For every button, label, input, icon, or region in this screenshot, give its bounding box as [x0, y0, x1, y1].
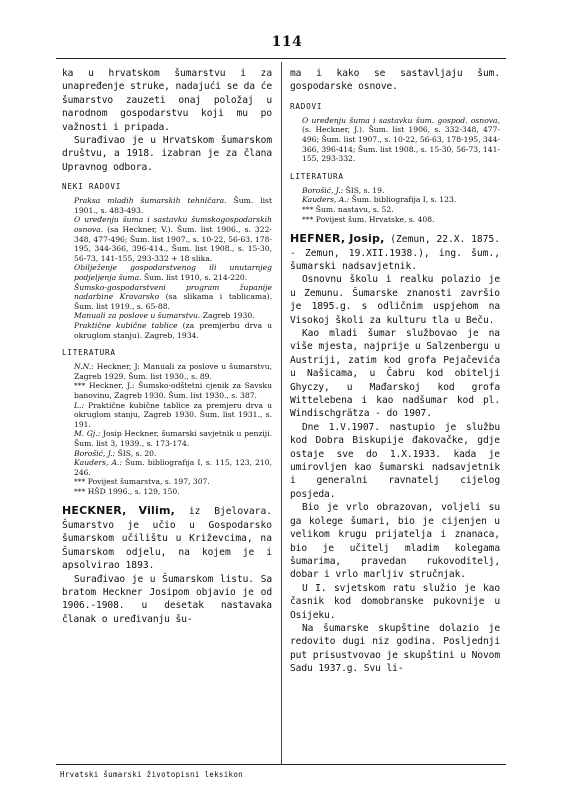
lit-citation: HŠD 1996., s. 129, 150. — [85, 486, 180, 496]
radovi-item — [62, 311, 272, 321]
work-title: O uređenju šuma i sastavku šum. gospod. osnova, — [302, 115, 500, 125]
lit-citation: Heckner, J.: Šumsko-odštetni cjenik za Savsku banovinu, Zagreb 1930. Šum. list 1930., s. 387. — [74, 381, 272, 400]
lit-author: Borošić, J.: — [74, 448, 116, 458]
lit-citation: ŠIS, s. 20. — [115, 448, 157, 458]
lit-citation: Šum. bibliografija I, s. 123. — [349, 195, 457, 205]
radovi-item — [62, 321, 272, 340]
column-divider — [281, 62, 282, 764]
top-rule — [56, 58, 506, 59]
work-citation: Šum. list 1901., s. 483-493. — [74, 196, 273, 215]
literatura-item — [62, 429, 272, 448]
lit-author: Borošić, J.: — [302, 185, 344, 195]
entry-paragraph: Surađivao je u Šumarskom listu. Sa bratom Heckner Josipom objavio je od 1906.-1908. u desetak nastavaka članak o uređivanju šu- — [62, 573, 272, 625]
literatura-item — [62, 362, 272, 381]
entry-paragraph: U I. svjetskom ratu služio je kao časnik kod domobranske pukovnije u Osijeku. — [290, 582, 500, 621]
left-column — [62, 67, 272, 626]
literatura-item — [290, 205, 500, 215]
lit-author: N.N.: — [74, 362, 94, 372]
work-title: O uređenju šuma i sastavku šumskogospodarskih osnova. — [74, 215, 272, 235]
work-title: Obilježenje gospodarstvenog ili unutarnjeg podjeljenja šuma. — [74, 263, 272, 282]
lit-author: Kauders, A.: — [302, 195, 350, 205]
bottom-rule — [56, 764, 506, 765]
literatura-item — [62, 449, 272, 459]
lit-citation: ŠIS, s. 19. — [343, 185, 385, 195]
work-title: Praktične kubične tablice — [74, 320, 178, 330]
literatura-item — [62, 381, 272, 400]
radovi-list — [290, 116, 500, 164]
lit-citation: Josip Heckner, šumarski savjetnik u penziji. Šum. list 3, 1939., s. 173-174. — [74, 429, 272, 448]
entry-paragraph: Osnovnu školu i realku polazio je u Zemunu. Šumarske znanosti završio je 1895.g. s odličnim uspjehom na Visokoj školi za kulturu tla u Beču. — [290, 274, 500, 326]
entry-lead: (Zemun, 22.X. 1875. - Zemun, 19.XII.1938.), ing. šum., šumarski nadsavjetnik. — [290, 234, 500, 272]
work-citation: Šum. list 1910, s. 214-220. — [141, 273, 248, 282]
section-heading-literatura: LITERATURA — [62, 348, 116, 358]
page-number: 114 — [271, 34, 303, 50]
lit-citation: Heckner, J: Manuali za poslove u šumarstvu, Zagreb 1929. Šum. list 1930., s. 89. — [74, 362, 272, 381]
literatura-item — [62, 477, 272, 487]
section-heading-radovi: RADOVI — [290, 101, 323, 111]
literatura-item — [290, 186, 500, 196]
work-citation: (s. Heckner, J.). Šum. list 1906, s. 332-348, 477-496; Šum. list 1907., s. 10-22, 56-63, 178-195, 344-366, 396-414; Šum. list 1908., s. 15-30, 56-73, 141-155, 293-332. — [302, 125, 500, 164]
work-title: Praksa mladih šumarskih tehničara. — [74, 196, 227, 206]
lit-author: *** — [302, 214, 314, 224]
literatura-item — [290, 215, 500, 225]
literatura-item — [62, 487, 272, 497]
work-citation: Zagreb 1930. — [200, 311, 255, 321]
radovi-list — [62, 196, 272, 340]
entry-name: HECKNER, Vilim, — [62, 504, 176, 518]
radovi-item — [62, 263, 272, 282]
entry-paragraph: Dne 1.V.1907. nastupio je službu kod Dobra Biskupije đakovačke, gdje ostaje sve do 1.X.1933. kada je umirovljen kao šumarski nadsavjetnik i generalni ravnatelj cijelog posjeda. — [290, 421, 500, 500]
work-title: Manuali za poslove u šumarstvu. — [74, 311, 201, 321]
entry-lead: iz Bjelovara. Šumarstvo je učio u Gospodarsko šumarskom učilištu u Križevcima, na Šumarskom odjelu, na kojem je i apsolvirao 1893. — [62, 506, 272, 572]
lit-citation: Šum. bibliografija I, s. 115, 123, 210, 246. — [74, 458, 272, 477]
entry-paragraph: Na šumarske skupštine dolazio je redovito dugi niz godina. Posljednji put prisustvovao je skupštini u Novom Sadu 1937.g. Svu li- — [290, 622, 501, 675]
entry-paragraph: Kao mladi šumar službovao je na više mjesta, najprije u Salzenbergu u Austriji, zatim kod grofa Pejačevića u Našicama, u Čabru kod obitelji Ghyczy, u Mađarskoj kod grofa Wittelebena i kao nadšumar kod pl. Windischgrätza - do 1907. — [290, 328, 501, 420]
intro-paragraph: Surađivao je u Hrvatskom šumarskom društvu, a 1918. izabran je za člana Upravnog odbora. — [62, 135, 272, 173]
footer-title: Hrvatski šumarski životopisni leksikon — [60, 770, 243, 779]
entry-heckner-vilim — [62, 504, 272, 572]
lit-citation: Povijest šumarstva, s. 197, 307. — [85, 477, 210, 487]
work-title: Šumsko-gospodarstveni program županije nadarbine Kravarsko — [74, 282, 272, 302]
radovi-item — [62, 215, 272, 263]
entry-name: HEFNER, Josip, — [290, 232, 385, 246]
lit-author: M. Gj.: — [74, 429, 101, 439]
right-column — [290, 67, 500, 676]
literatura-item — [62, 458, 272, 477]
section-heading-literatura: LITERATURA — [290, 171, 344, 181]
literatura-item — [290, 195, 500, 205]
radovi-item — [62, 196, 272, 215]
continued-paragraph: ma i kako se sastavljaju šum. gospodarske osnove. — [290, 68, 500, 93]
radovi-item — [62, 283, 272, 312]
lit-citation: Šum. nastavu, s. 52. — [313, 204, 394, 214]
entry-paragraph: Bio je vrlo obrazovan, voljeli su ga kolege šumari, bio je cijenjen u velikom krugu prijatelja i znanaca, bio je učitelj mladim kolegama šumarima, pravedan rukovoditelj, dobar i vrlo marljiv stručnjak. — [290, 502, 500, 581]
lit-citation: Praktične kubične tablice za premjeru drva u okruglom stanju, Zagreb 1930. Šum. list 1931., s. 191. — [74, 400, 272, 429]
intro-paragraph: ka u hrvatskom šumarstvu i za unapređenje struke, nadajući se da će šumarstvo zauzeti onaj položaj u narodnom gospodarstvu koji mu po važnosti i pripada. — [62, 68, 273, 133]
literatura-list — [290, 186, 500, 224]
literatura-list — [62, 362, 272, 496]
lit-author: *** — [74, 477, 86, 487]
literatura-item — [62, 401, 272, 430]
lit-author: *** — [74, 381, 86, 391]
work-citation: (sa slikama i tablicama). Šum. list 1919., s. 65-88. — [74, 292, 272, 311]
entry-hefner-josip — [290, 232, 500, 273]
lit-author: L.: — [74, 400, 85, 410]
work-citation: (sa Heckner, V.). Šum. list 1906., s. 322-348, 477-496; Šum. list 1907., s. 10-22, 56-63, 178-195, 344-366, 396-414., Šum. list 1908., s. 15-30, 56-73, 141-155, 293-332 + 18 slika. — [74, 225, 272, 263]
work-citation: (za premjerbu drva u okruglom stanju). Zagreb, 1934. — [74, 320, 273, 340]
lit-author: Kauders, A.: — [74, 458, 122, 468]
lit-author: *** — [302, 204, 314, 214]
radovi-item — [290, 116, 500, 164]
lit-citation: Povijest šum. Hrvatske, s. 408. — [313, 214, 435, 224]
section-heading-neki-radovi: NEKI RADOVI — [62, 182, 122, 192]
lit-author: *** — [74, 486, 86, 496]
